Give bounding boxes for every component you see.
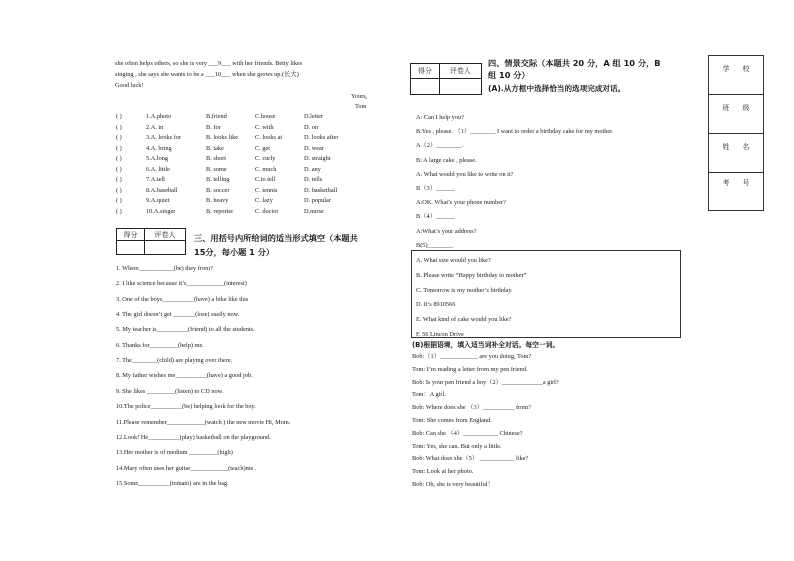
fill-in-item: 13.Her mother is of medium _________(high): [116, 449, 233, 457]
dialogue-b-line: Tom: Yes, she can. But only a little.: [412, 442, 502, 450]
choice-option-c: C.house: [255, 113, 276, 120]
fill-in-item: 14.Mary often uses her guitar____________(teach)me .: [116, 464, 257, 472]
passage-line-2: singing , she says she wants to be a ___10___ when she grows up.(长大): [115, 71, 299, 78]
dialogue-a-line: B（3）______: [416, 185, 455, 192]
choice-option-d: D. on: [304, 123, 318, 131]
fill-in-item: 3. One of the boys__________(have) a bike like this: [116, 295, 249, 303]
dialogue-b-line: Bob: Where does she （3）__________ from?: [412, 404, 531, 412]
fill-in-item: 10.The police__________(be) helping look for the boy.: [116, 403, 256, 411]
choice-option-d: D.letter: [304, 113, 324, 120]
choice-paren: ( ): [116, 155, 122, 162]
choice-option-b: B. short: [206, 155, 226, 162]
score-table-right: [410, 63, 482, 95]
score-cell-label: 得分: [117, 229, 145, 241]
exam-number-label: 考号: [722, 179, 763, 187]
dialogue-b-line: Bob: Can she （4）___________ Chinese?: [412, 429, 523, 437]
option-item: D. It’s 8910566: [416, 301, 456, 309]
option-item: F. 56 Lincon Drive: [416, 331, 464, 338]
options-box: [411, 250, 681, 338]
score-cell-label: 得分: [411, 64, 440, 79]
class-label: 班级: [722, 104, 763, 112]
choice-option-b: B. reporter: [206, 207, 234, 215]
fill-in-item: 5. My teacher is__________(friend) to all the students.: [116, 326, 255, 334]
letter-signature: Tom: [355, 103, 367, 110]
choice-option-a: 10.A.singer: [146, 207, 176, 215]
section4-subtitle: (A).从方框中选择恰当的选项完成对话。: [488, 84, 626, 93]
dialogue-a-line: B.Yes , please. （1）________ I want to order a birthday cake for my mother.: [416, 128, 614, 136]
choice-paren: ( ): [116, 134, 122, 141]
choice-paren: ( ): [116, 207, 122, 215]
passage-line-3: Good luck!: [115, 82, 144, 89]
choice-option-c: C. looks at: [255, 134, 283, 141]
choice-option-d: D. tells: [304, 176, 323, 183]
letter-sign-off: Yours,: [351, 93, 368, 100]
option-item: B. Please write “Happy birthday to mother”: [416, 271, 527, 279]
choice-option-c: C. curly: [255, 155, 276, 162]
choice-option-b: B. some: [206, 165, 227, 173]
dialogue-b-line: Tom: She comes from England.: [412, 417, 492, 424]
fill-in-item: 15.Some__________(tomato) are in the bag.: [116, 479, 229, 487]
grader-cell-label: 评卷人: [144, 229, 185, 241]
choice-option-c: C. get: [255, 144, 271, 152]
choice-option-b: B. take: [206, 144, 224, 152]
dialogue-a-line: B(5)________: [416, 241, 453, 249]
option-item: E. What kind of cake would you like?: [416, 316, 512, 324]
choice-option-b: B. for: [206, 123, 221, 131]
school-label: 学校: [722, 65, 763, 73]
score-table-left: [116, 228, 186, 255]
choice-option-a: 2.A. in: [146, 123, 164, 131]
section3-title-line1: 三、用括号内所给词的适当形式填空（本题共: [194, 233, 358, 243]
dialogue-b-line: Bob: Is your pen friend a boy（2）_____________a girl?: [412, 378, 559, 386]
dialogue-b-line: Tom：A girl.: [412, 391, 446, 399]
class-field[interactable]: [709, 95, 763, 134]
choice-paren: ( ): [116, 123, 122, 131]
fill-in-item: 1. Where___________(be) they from?: [116, 265, 213, 272]
fill-in-item: 2. I like science because it’s____________(interest): [116, 280, 247, 288]
choice-option-d: D. any: [304, 165, 321, 173]
dialogue-a-line: A（2）________.: [416, 142, 464, 150]
choice-paren: ( ): [116, 176, 122, 183]
choice-option-b: B.friend: [206, 113, 227, 120]
choice-option-c: C. much: [255, 165, 277, 173]
choice-paren: ( ): [116, 165, 122, 173]
fill-in-item: 7. The________(child) are playing over there.: [116, 357, 233, 365]
choice-paren: ( ): [116, 197, 122, 204]
choice-option-c: C. lazy: [255, 197, 273, 204]
school-field[interactable]: [709, 56, 763, 95]
score-cell-blank[interactable]: [117, 241, 145, 255]
choice-paren: ( ): [116, 186, 122, 194]
name-label: 姓名: [722, 143, 763, 151]
dialogue-b-line: Tom: Look at her photo.: [412, 468, 474, 476]
choice-option-a: 4.A. bring: [146, 144, 172, 152]
section4-title-line2: 组 10 分）: [488, 70, 530, 80]
choice-option-d: D. looks after: [304, 134, 339, 141]
choice-option-b: B. looks like: [206, 134, 239, 141]
choice-option-b: B. soccer: [206, 186, 230, 194]
choice-option-a: 8.A.baseball: [146, 186, 178, 194]
dialogue-a-line: B: A large cake , please.: [416, 156, 477, 164]
dialogue-b-line: Bob: What does she（5） ___________ like?: [412, 455, 529, 463]
choice-paren: ( ): [116, 144, 122, 152]
choice-option-c: C. tennis: [255, 186, 278, 194]
fill-in-item: 8. My father wishes me__________(have) a good job.: [116, 372, 253, 380]
dialogue-a-line: A: What would you like to write on it?: [416, 170, 514, 178]
choice-option-b: B. telling: [206, 176, 230, 183]
choice-option-b: B. heavy: [206, 197, 229, 204]
dialogue-b-line: Tom: I’m reading a letter from my pen friend.: [412, 365, 528, 373]
choice-option-a: 1.A.photo: [146, 113, 172, 120]
dialogue-a-line: A:What’s your address?: [416, 227, 477, 235]
fill-in-item: 11.Please remember____________(watch ) the new movie Hi, Mom.: [116, 418, 291, 426]
section4-title-line1: 四、情景交际（本题共 20 分，A 组 10 分，B: [488, 58, 661, 68]
dialogue-b-line: Bob: Oh, she is very beautiful！: [412, 481, 494, 488]
dialogue-a-line: A:OK. What’s your phone number?: [416, 199, 506, 207]
choice-paren: ( ): [116, 113, 122, 120]
exam-number-field[interactable]: [709, 173, 763, 212]
choice-option-d: D. wear: [304, 144, 324, 152]
section3-title-line2: 15分，每小题 1 分）: [194, 247, 275, 257]
choice-option-d: D.nurse: [304, 207, 324, 215]
choice-option-c: C. with: [255, 123, 274, 131]
grader-cell-blank[interactable]: [439, 79, 481, 95]
choice-option-a: 5.A.long: [146, 155, 169, 162]
choice-option-d: D. basketball: [304, 186, 338, 194]
student-info-box: [708, 55, 764, 211]
option-item: C. Tomorrow is my mother’s birthday.: [416, 286, 513, 294]
option-item: A. What size would you like?: [416, 257, 491, 264]
grader-cell-blank[interactable]: [144, 241, 185, 255]
choice-option-d: D. popular: [304, 197, 331, 204]
section-b-title: (B)根据语境，填入适当词补全对话。每空一词。: [412, 341, 560, 349]
score-cell-blank[interactable]: [411, 79, 440, 95]
fill-in-item: 9. She likes _________(listen) to CD now.: [116, 387, 224, 395]
fill-in-item: 4. The girl doesn’t get _______(lose) easily now.: [116, 311, 240, 319]
choice-option-d: D. straight: [304, 155, 331, 162]
choice-option-a: 6.A. little: [146, 165, 170, 173]
dialogue-b-line: Bob:（1）____________ are you doing, Tom?: [412, 353, 532, 360]
passage-line-1: she often helps others, so she is very ___9___ with her friends. Betty likes: [115, 60, 303, 67]
grader-cell-label: 评卷人: [439, 64, 481, 79]
fill-in-item: 12.Look! He__________(play) basketball on the playground.: [116, 433, 271, 441]
fill-in-item: 6. Thanks for_________(help) me.: [116, 341, 204, 349]
choice-option-a: 9.A.quiet: [146, 197, 170, 204]
dialogue-a-line: A: Can I help you?: [416, 114, 464, 121]
name-field[interactable]: [709, 134, 763, 173]
choice-option-c: C.to tell: [255, 176, 276, 183]
choice-option-a: 7.A.tell: [146, 176, 165, 183]
choice-option-a: 3.A. looks for: [146, 134, 181, 141]
dialogue-a-line: B（4）______: [416, 213, 455, 221]
choice-option-c: C. doctor: [255, 207, 279, 215]
